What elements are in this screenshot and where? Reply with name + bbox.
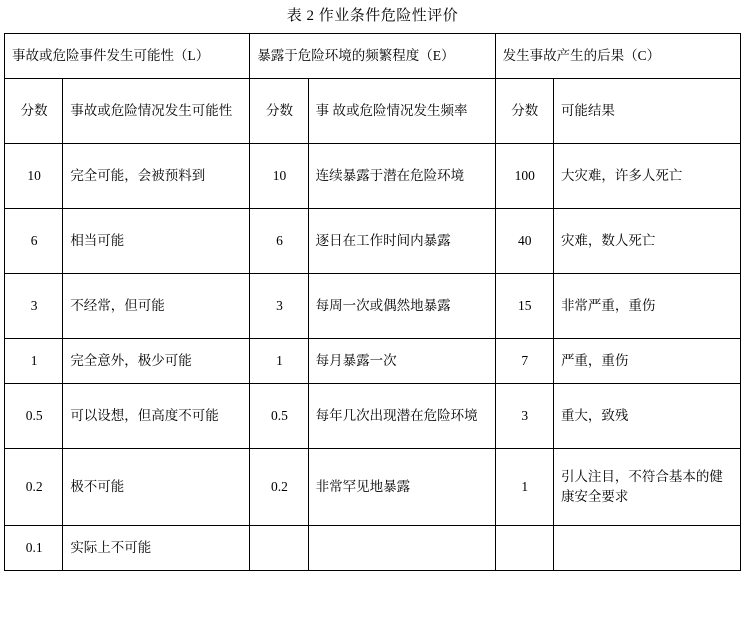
table-caption: 表 2 作业条件危险性评价 xyxy=(286,8,459,24)
table-row xyxy=(5,526,741,571)
table-header-row xyxy=(5,34,741,79)
cell-consequence-desc xyxy=(553,526,740,571)
cell-exposure-score: 0.2 xyxy=(250,449,308,526)
header-consequence: 发生事故产生的后果（C） xyxy=(495,34,740,79)
table-subheader-row xyxy=(5,79,741,144)
cell-consequence-desc: 灾难，数人死亡 xyxy=(553,209,740,274)
cell-likelihood-score: 0.2 xyxy=(5,449,63,526)
cell-consequence-desc: 严重，重伤 xyxy=(553,339,740,384)
cell-exposure-desc: 每月暴露一次 xyxy=(308,339,495,384)
cell-consequence-score: 1 xyxy=(495,449,553,526)
subheader-consequence-score: 分数 xyxy=(495,79,553,144)
cell-consequence-score xyxy=(495,526,553,571)
risk-assessment-table xyxy=(4,33,741,571)
cell-likelihood-desc: 极不可能 xyxy=(63,449,250,526)
cell-likelihood-desc: 不经常，但可能 xyxy=(63,274,250,339)
cell-exposure-score xyxy=(250,526,308,571)
cell-likelihood-desc: 实际上不可能 xyxy=(63,526,250,571)
table-row xyxy=(5,449,741,526)
cell-likelihood-score: 10 xyxy=(5,144,63,209)
header-likelihood: 事故或危险事件发生可能性（L） xyxy=(5,34,250,79)
cell-exposure-desc xyxy=(308,526,495,571)
table-row xyxy=(5,339,741,384)
cell-likelihood-score: 6 xyxy=(5,209,63,274)
cell-exposure-score: 6 xyxy=(250,209,308,274)
cell-exposure-desc: 每年几次出现潜在危险环境 xyxy=(308,384,495,449)
cell-exposure-desc: 逐日在工作时间内暴露 xyxy=(308,209,495,274)
cell-likelihood-desc: 完全意外，极少可能 xyxy=(63,339,250,384)
cell-consequence-score: 40 xyxy=(495,209,553,274)
cell-exposure-desc: 连续暴露于潜在危险环境 xyxy=(308,144,495,209)
cell-consequence-score: 15 xyxy=(495,274,553,339)
cell-likelihood-desc: 可以设想，但高度不可能 xyxy=(63,384,250,449)
subheader-exposure-score: 分数 xyxy=(250,79,308,144)
table-row xyxy=(5,384,741,449)
cell-likelihood-desc: 完全可能，会被预料到 xyxy=(63,144,250,209)
cell-likelihood-score: 3 xyxy=(5,274,63,339)
cell-likelihood-score: 0.5 xyxy=(5,384,63,449)
cell-exposure-score: 10 xyxy=(250,144,308,209)
cell-exposure-score: 1 xyxy=(250,339,308,384)
subheader-likelihood-score: 分数 xyxy=(5,79,63,144)
cell-consequence-score: 7 xyxy=(495,339,553,384)
subheader-exposure-desc: 事 故或危险情况发生频率 xyxy=(308,79,495,144)
cell-exposure-score: 3 xyxy=(250,274,308,339)
subheader-likelihood-desc: 事故或危险情况发生可能性 xyxy=(63,79,250,144)
cell-exposure-score: 0.5 xyxy=(250,384,308,449)
cell-consequence-score: 3 xyxy=(495,384,553,449)
cell-likelihood-score: 0.1 xyxy=(5,526,63,571)
subheader-consequence-desc: 可能结果 xyxy=(553,79,740,144)
cell-consequence-desc: 大灾难，许多人死亡 xyxy=(553,144,740,209)
cell-consequence-score: 100 xyxy=(495,144,553,209)
cell-exposure-desc: 每周一次或偶然地暴露 xyxy=(308,274,495,339)
table-row xyxy=(5,144,741,209)
cell-likelihood-desc: 相当可能 xyxy=(63,209,250,274)
cell-exposure-desc: 非常罕见地暴露 xyxy=(308,449,495,526)
table-row xyxy=(5,274,741,339)
cell-consequence-desc: 引人注目，不符合基本的健康安全要求 xyxy=(553,449,740,526)
table-row xyxy=(5,209,741,274)
cell-likelihood-score: 1 xyxy=(5,339,63,384)
cell-consequence-desc: 重大，致残 xyxy=(553,384,740,449)
header-exposure: 暴露于危险环境的频繁程度（E） xyxy=(250,34,495,79)
cell-consequence-desc: 非常严重，重伤 xyxy=(553,274,740,339)
